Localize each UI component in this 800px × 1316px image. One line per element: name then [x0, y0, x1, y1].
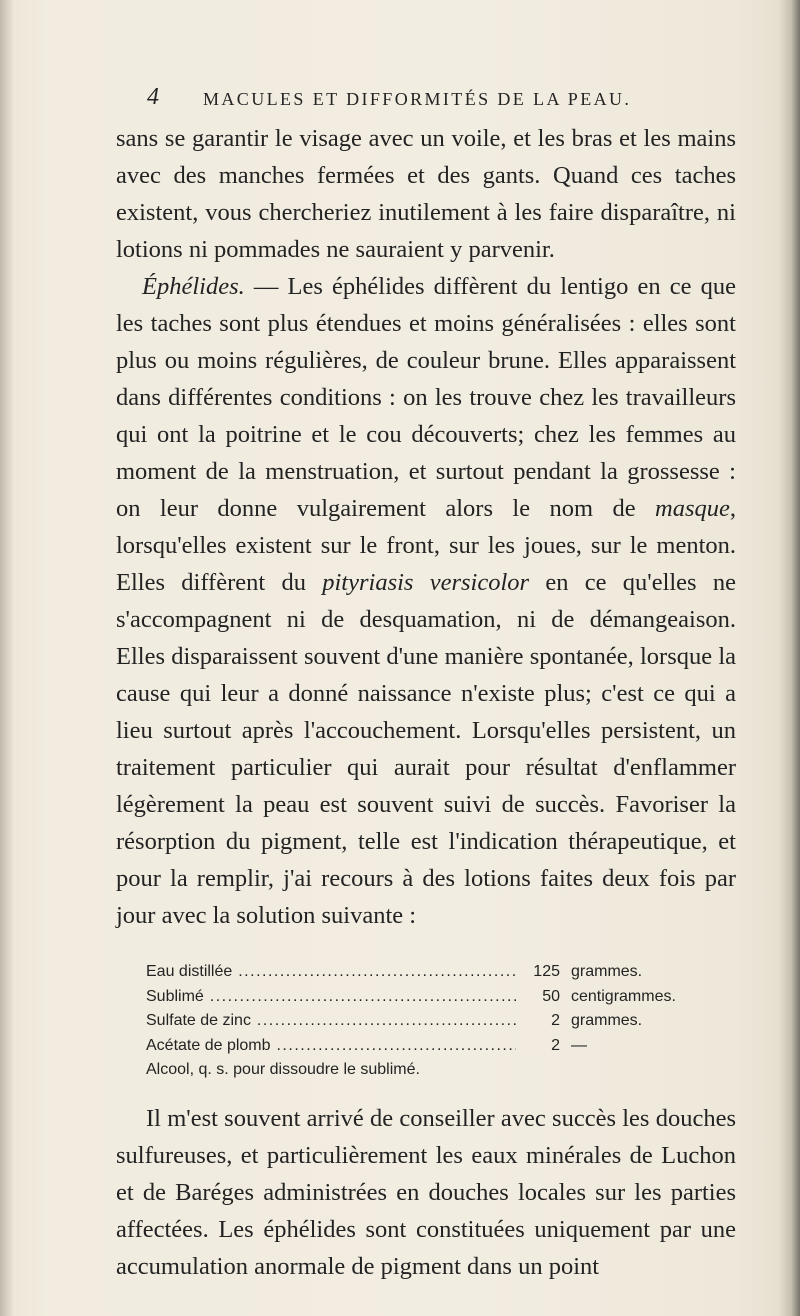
- ingredient-unit: —: [571, 1036, 587, 1054]
- ingredient-quantity: 2: [518, 1009, 560, 1034]
- formula-row: [146, 1009, 716, 1034]
- paragraph-3: Il m'est souvent arrivé de conseiller avec succès les douches sulfureuses, et particulièrement les eaux minérales de Luchon et de Baréges administrées en douches locales sur les parties affectées. Les éphélides sont constituées uniquement par une accumulation anormale de pigment dans un point: [116, 1105, 736, 1280]
- ingredient-quantity: 125: [518, 960, 560, 985]
- page-number: 4: [147, 84, 159, 110]
- prescription-formula: [146, 960, 716, 1083]
- ingredient-name: Sulfate de zinc .....: [146, 1009, 516, 1034]
- term-pityriasis-versicolor: pityriasis versicolor: [322, 569, 530, 596]
- running-title: MACULES ET DIFFORMITÉS DE LA PEAU.: [203, 89, 632, 109]
- ingredient-quantity: 50: [518, 985, 560, 1010]
- formula-row: [146, 960, 716, 985]
- ingredient-name: Sublimé .....: [146, 985, 516, 1010]
- ingredient-unit: grammes.: [571, 963, 643, 980]
- paragraph-1: sans se garantir le visage avec un voile, et les bras et les mains avec des manches fermées et des gants. Quand ces taches existent, vous chercheriez inutilement à les faire disparaître, ni lotions ni pommades ne sauraient y parvenir.: [116, 125, 736, 263]
- formula-row: [146, 1034, 716, 1059]
- page-gutter-shadow: [0, 0, 14, 1316]
- main-text-continued: [116, 1100, 736, 1285]
- ingredient-unit: centigrammes.: [571, 987, 676, 1005]
- section-lead-ephelides: Éphélides.: [142, 273, 245, 300]
- page-edge-shadow: [778, 0, 800, 1316]
- paragraph-2-part-b: , lorsqu'elles existent sur le front, sur les joues, sur le menton. Elles diffèrent du: [116, 495, 736, 596]
- formula-row: [146, 1058, 716, 1083]
- paragraph-2-part-c: en ce qu'elles ne s'accompagnent ni de desquamation, ni de démangeaison. Elles disparaissent souvent d'une manière spontanée, lorsque la cause qui leur a donné naissance n'existe plus; c'est ce qui a lieu surtout après l'accouchement. Lorsqu'elles persistent, un traitement particulier qui aurait pour résultat d'enflammer légèrement la peau est souvent suivi de succès. Favoriser la résorption du pigment, telle est l'indication thérapeutique, et pour la remplir, j'ai recours à des lotions faites deux fois par jour avec la solution suivante :: [116, 569, 736, 929]
- ingredient-quantity: 2: [518, 1034, 560, 1059]
- main-text: [116, 120, 736, 934]
- term-masque: masque: [655, 495, 730, 522]
- paragraph-2-part-a: — Les éphélides diffèrent du lentigo en ce que les taches sont plus étendues et moins généralisées : elles sont plus ou moins régulières, de couleur brune. Elles apparaissent dans différentes conditions : on les trouve chez les travailleurs qui ont la poitrine et le cou découverts; chez les femmes au moment de la menstruation, et surtout pendant la grossesse : on leur donne vulgairement alors le nom de: [116, 273, 736, 522]
- ingredient-name: Eau distillée .....: [146, 960, 516, 985]
- formula-row: [146, 985, 716, 1010]
- page-header: [147, 84, 747, 114]
- ingredient-name: Acétate de plomb .....: [146, 1034, 516, 1059]
- paragraph-ephelides: [116, 268, 736, 934]
- ingredient-unit: grammes.: [571, 1012, 643, 1029]
- formula-instruction: Alcool, q. s. pour dissoudre le sublimé.: [146, 1061, 420, 1078]
